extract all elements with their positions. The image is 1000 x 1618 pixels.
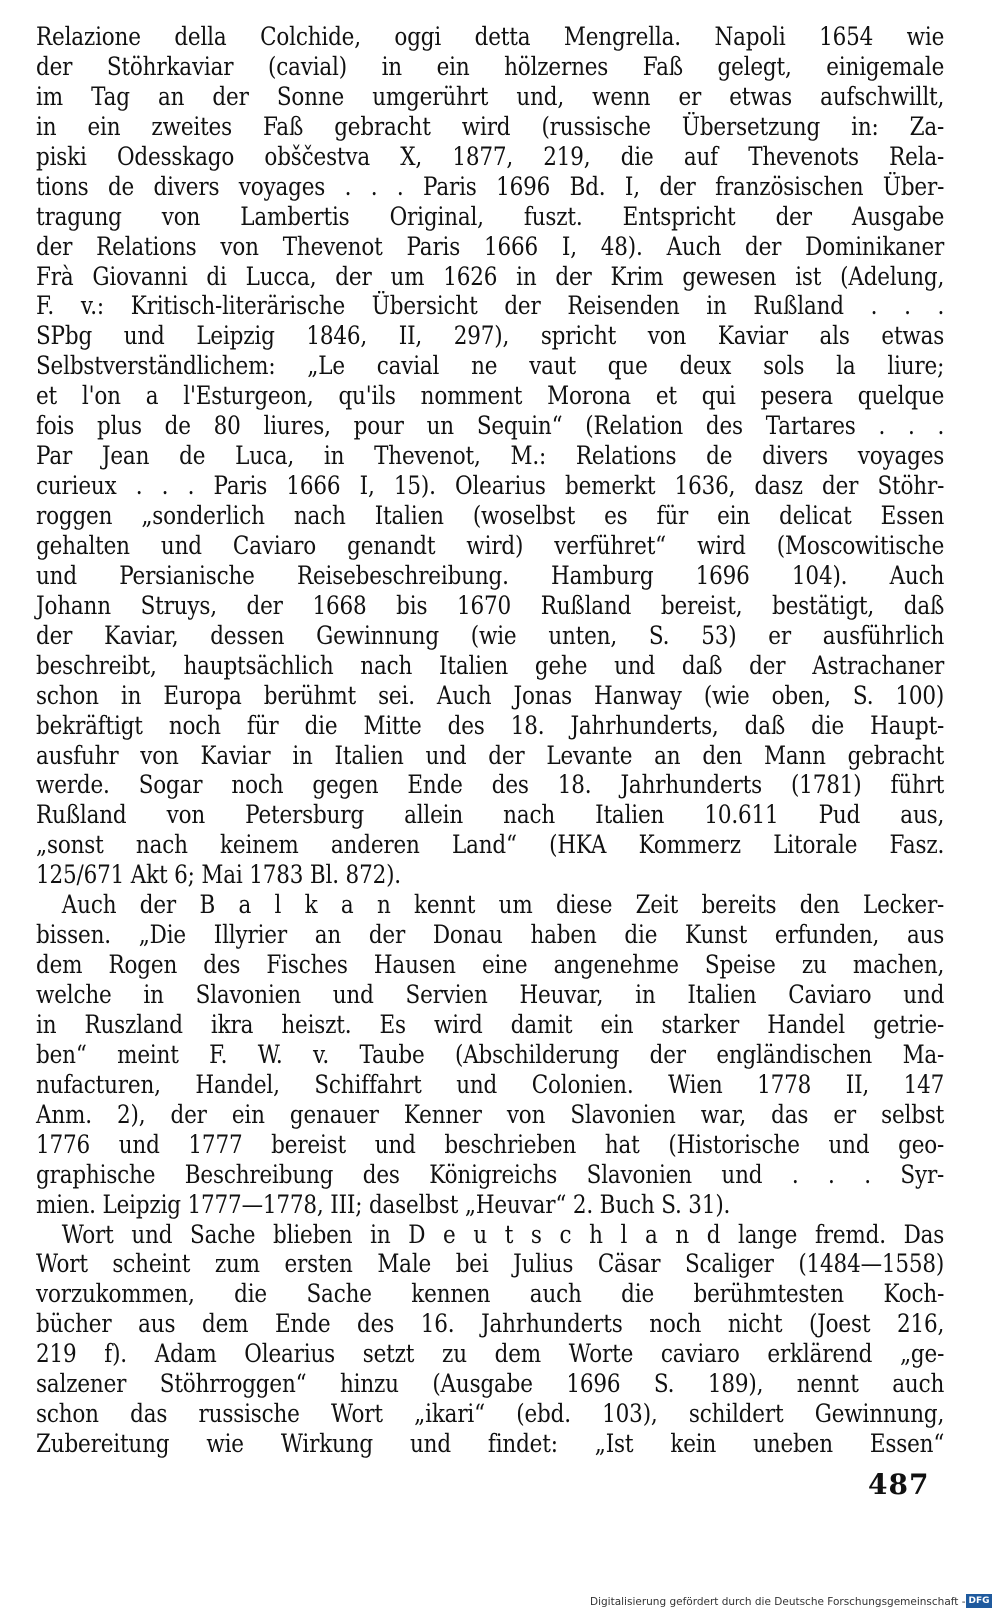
dfg-logo-icon: DFG [966, 1594, 992, 1608]
page-number: 487 [868, 1468, 930, 1501]
text-line: bücher aus dem Ende des 16. Jahrhunderts noch nicht (Joest 216, [36, 1309, 945, 1339]
text-line: Anm. 2), der ein genauer Kenner von Slavonien war, das er selbst [36, 1099, 945, 1129]
text-line: ben“ meint F. W. v. Taube (Abschilderung der engländischen Ma- [36, 1039, 945, 1069]
text-line: 125/671 Akt 6; Mai 1783 Bl. 872). [36, 860, 401, 890]
text-line: in ein zweites Faß gebracht wird (russische Übersetzung in: Za- [36, 111, 945, 141]
text-line: und Persianische Reisebeschreibung. Hamburg 1696 104). Auch [36, 560, 945, 590]
text-line: curieux . . . Paris 1666 I, 15). Olearius bemerkt 1636, dasz der Stöhr- [36, 471, 945, 501]
text-line: schon in Europa berühmt sei. Auch Jonas Hanway (wie oben, S. 100) [36, 680, 945, 710]
text-line: fois plus de 80 liures, pour un Sequin“ (Relation des Tartares . . . [36, 411, 945, 441]
text-line: in Ruszland ikra heiszt. Es wird damit ein starker Handel getrie- [36, 1009, 945, 1039]
text-line: bekräftigt noch für die Mitte des 18. Jahrhunderts, daß die Haupt- [36, 710, 945, 740]
text-line: ausfuhr von Kaviar in Italien und der Levante an den Mann gebracht [36, 740, 945, 770]
text-line: Par Jean de Luca, in Thevenot, M.: Relations de divers voyages [36, 441, 945, 471]
text-line: Selbstverständlichem: „Le cavial ne vaut que deux sols la liure; [36, 351, 945, 381]
text-line: der Relations von Thevenot Paris 1666 I, 48). Auch der Dominikaner [36, 231, 945, 261]
paragraph-start-line: Auch der B a l k a n kennt um diese Zeit bereits den Lecker- [61, 890, 945, 920]
text-line: roggen „sonderlich nach Italien (woselbst es für ein delicat Essen [36, 501, 945, 530]
text-line: Zubereitung wie Wirkung und findet: „Ist kein uneben Essen“ [36, 1429, 945, 1459]
text-line: bissen. „Die Illyrier an der Donau haben die Kunst erfunden, aus [36, 920, 945, 950]
text-line: mien. Leipzig 1777—1778, III; daselbst „Heuvar“ 2. Buch S. 31). [36, 1189, 731, 1219]
paragraph-start-line: Wort und Sache blieben in D e u t s c h l a n d lange fremd. Das [61, 1219, 945, 1249]
text-line: der Stöhrkaviar (cavial) in ein hölzernes Faß gelegt, einigemale [36, 51, 945, 81]
text-line: nufacturen, Handel, Schiffahrt und Colonien. Wien 1778 II, 147 [36, 1069, 945, 1099]
text-line: Wort scheint zum ersten Male bei Julius Cäsar Scaliger (1484—1558) [36, 1249, 945, 1279]
text-line: schon das russische Wort „ikari“ (ebd. 103), schildert Gewinnung, [36, 1399, 945, 1429]
text-line: dem Rogen des Fisches Hausen eine angenehme Speise zu machen, [36, 950, 945, 980]
text-line: F. v.: Kritisch-literärische Übersicht der Reisenden in Rußland . . . [36, 291, 945, 321]
text-line: beschreibt, hauptsächlich nach Italien gehe und daß der Astrachaner [36, 650, 945, 680]
text-line: piski Odesskago obščestva X, 1877, 219, die auf Thevenots Rela- [36, 141, 945, 171]
text-line: vorzukommen, die Sache kennen auch die berühmtesten Koch- [36, 1279, 945, 1309]
text-line: 219 f). Adam Olearius setzt zu dem Worte caviaro erklärend „ge- [36, 1339, 945, 1369]
text-line: Johann Struys, der 1668 bis 1670 Rußland bereist, bestätigt, daß [36, 590, 945, 620]
text-line: gehalten und Caviaro genandt wird) verführet“ wird (Moscowitische [36, 530, 945, 560]
text-line: 1776 und 1777 bereist und beschrieben hat (Historische und geo- [36, 1129, 945, 1159]
digitization-credit: Digitalisierung gefördert durch die Deutsche Forschungsgemeinschaft - [590, 1596, 966, 1608]
text-line: Relazione della Colchide, oggi detta Mengrella. Napoli 1654 wie [36, 22, 945, 51]
text-line: tragung von Lambertis Original, fuszt. Entspricht der Ausgabe [36, 201, 945, 231]
text-line: welche in Slavonien und Servien Heuvar, in Italien Caviaro und [36, 980, 945, 1009]
text-line: im Tag an der Sonne umgerührt und, wenn er etwas aufschwillt, [36, 81, 945, 111]
body-text [36, 22, 944, 1459]
text-line: SPbg und Leipzig 1846, II, 297), spricht von Kaviar als etwas [36, 321, 945, 351]
text-line: salzener Stöhrroggen“ hinzu (Ausgabe 1696 S. 189), nennt auch [36, 1369, 945, 1399]
text-line: „sonst nach keinem anderen Land“ (HKA Kommerz Litorale Fasz. [36, 830, 945, 860]
text-line: Frà Giovanni di Lucca, der um 1626 in der Krim gewesen ist (Adelung, [36, 261, 945, 291]
text-line: graphische Beschreibung des Königreichs Slavonien und . . . Syr- [36, 1159, 945, 1189]
text-line: tions de divers voyages . . . Paris 1696 Bd. I, der französischen Über- [36, 171, 945, 201]
text-line: werde. Sogar noch gegen Ende des 18. Jahrhunderts (1781) führt [36, 770, 945, 800]
text-line: Rußland von Petersburg allein nach Italien 10.611 Pud aus, [36, 800, 945, 830]
text-line: et l'on a l'Esturgeon, qu'ils nomment Morona et qui pesera quelque [36, 381, 945, 411]
text-line: der Kaviar, dessen Gewinnung (wie unten, S. 53) er ausführlich [36, 620, 945, 650]
